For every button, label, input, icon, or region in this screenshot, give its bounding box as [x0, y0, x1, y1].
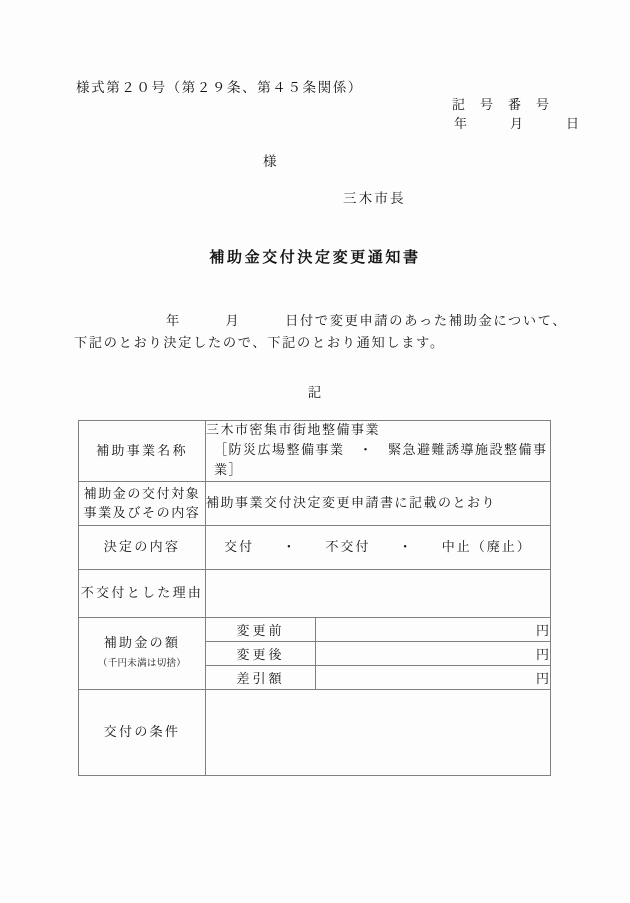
- decision-option-suspend[interactable]: 中止（廃止）: [441, 539, 532, 555]
- decision-separator-2: ・: [398, 539, 414, 555]
- value-project-name: [206, 421, 551, 482]
- value-amount-difference[interactable]: 円: [316, 666, 551, 690]
- form-number: 様式第２０号（第２９条、第４５条関係）: [76, 80, 363, 96]
- label-target: [79, 482, 206, 526]
- decision-option-no-grant[interactable]: 不交付: [325, 539, 371, 555]
- notification-table: [78, 420, 551, 776]
- label-reason: 不交付とした理由: [79, 570, 206, 618]
- value-amount-before[interactable]: 円: [316, 618, 551, 642]
- label-amount-after: 変更後: [206, 642, 316, 666]
- value-target: 補助事業交付決定変更申請書に記載のとおり: [206, 482, 551, 526]
- decision-separator-1: ・: [282, 539, 298, 555]
- label-amount-sub: （千円未満は切捨）: [97, 658, 187, 669]
- kiji-marker: 記: [307, 385, 323, 401]
- table-row-reason: [79, 570, 551, 618]
- document-meta: [452, 96, 580, 134]
- value-amount-after[interactable]: 円: [316, 642, 551, 666]
- label-decision: 決定の内容: [79, 526, 206, 570]
- addressee-honorific: 様: [263, 154, 278, 170]
- value-decision: [206, 526, 551, 570]
- label-amount-before: 変更前: [206, 618, 316, 642]
- issuer-name: 三木市長: [343, 191, 406, 207]
- label-target-line2: 事業及びその内容: [83, 505, 201, 521]
- table-row-amount-before: [79, 618, 551, 642]
- table-row-project-name: [79, 421, 551, 482]
- document-date: 年 月 日: [454, 117, 581, 132]
- label-target-line1: 補助金の交付対象: [83, 486, 201, 502]
- value-reason[interactable]: [206, 570, 551, 618]
- label-conditions: 交付の条件: [79, 690, 206, 776]
- value-conditions[interactable]: [206, 690, 551, 776]
- decision-option-grant[interactable]: 交付: [224, 539, 255, 555]
- label-project-name: 補助事業名称: [79, 421, 206, 482]
- project-name-line2: ［防災広場整備事業 ・ 緊急避難誘導施設整備事業］: [214, 443, 548, 478]
- page-title: 補助金交付決定変更通知書: [209, 248, 421, 266]
- label-amount-main: 補助金の額: [103, 636, 181, 651]
- label-amount: [79, 618, 206, 690]
- project-name-line1: 三木市密集市街地整備事業: [206, 423, 381, 438]
- body-lead-line: 年 月 日付で変更申請のあった補助金について、: [166, 314, 568, 329]
- table-row-decision: [79, 526, 551, 570]
- table-row-target: [79, 482, 551, 526]
- document-symbol-number: 記 号 番 号: [452, 98, 551, 113]
- label-amount-difference: 差引額: [206, 666, 316, 690]
- table-row-conditions: [79, 690, 551, 776]
- body-paragraph: [74, 311, 574, 355]
- body-second-line: 下記のとおり決定したので、下記のとおり通知します。: [74, 336, 445, 351]
